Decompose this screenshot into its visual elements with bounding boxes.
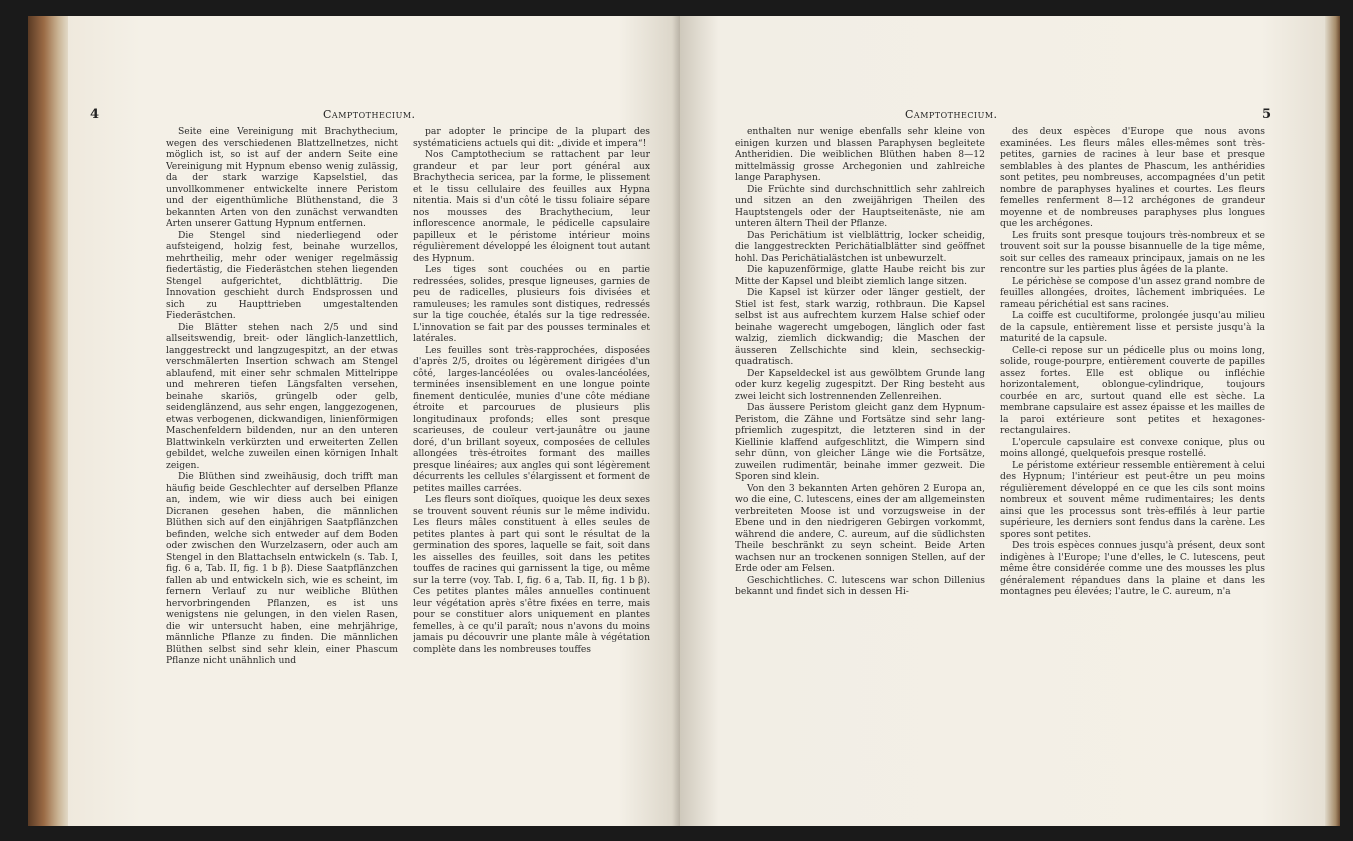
left-page — [68, 16, 680, 826]
right-column-german — [735, 126, 985, 804]
paragraph: Die Stengel sind niederliegend oder aufsteigend, holzig fest, beinahe wurzellos, mehrtheilig, mehr oder weniger regelmässig fiedertästig, die Fiederästchen stehen liegenden Stengel aufgerichtet, dichtblättrig. Die Innovation geschieht durch Endsprossen und sich zu Haupttrieben umgestaltenden Fiederästchen. — [166, 229, 398, 321]
paragraph: Le périchèse se compose d'un assez grand nombre de feuilles allongées, droites, lâchement imbriquées. Le rameau périchétial est sans racines. — [1000, 275, 1265, 310]
paragraph: Les fleurs sont dioïques, quoique les deux sexes se trouvent souvent réunis sur le même individu. Les fleurs mâles constituent à elles seules de petites plantes à part qui sont le résultat de la germination des spores, laquelle se fait, soit dans les aisselles des feuilles, soit dans les petites touffes de racines qui garnissent la tige, ou même sur la terre (voy. Tab. I, fig. 6 a, Tab. II, fig. 1 b β). Ces petites plantes mâles annuelles continuent leur végétation après s'être fixées en terre, mais pour se constituer alors uniquement en plantes femelles, à ce qu'il paraît; nous n'avons du moins jamais pu découvrir une plante mâle à végétation complète dans les nombreuses touffes — [413, 494, 650, 655]
running-head-right: Camptothecium. — [905, 108, 998, 121]
paragraph: Die Blüthen sind zweihäusig, doch trifft man häufig beide Geschlechter auf derselben Pflanze an, indem, wie wir diess auch bei einigen Dicranen gesehen haben, die männlichen Blüthen sich auf den einjährigen Saatpflänzchen befinden, welche sich entweder auf dem Boden oder zwischen den Wurzelzasern, oder auch am Stengel in den Blattachseln entwickeln (s. Tab. I, fig. 6 a, Tab. II, fig. 1 b β). Diese Saatpflänzchen fallen ab und entwickeln sich, wie es scheint, im fernern Verlauf zu nur weibliche Blüthen hervorbringenden Pflanzen, es ist uns wenigstens nie gelungen, in den vielen Rasen, die wir untersucht haben, eine mehrjährige, männliche Pflanze zu finden. Die männlichen Blüthen selbst sind sehr klein, einer Phascum Pflanze nicht unähnlich und — [166, 471, 398, 666]
paragraph: Les fruits sont presque toujours très-nombreux et se trouvent soit sur la pousse bisannuelle de la tige même, soit sur celles des rameaux principaux, jamais on ne les rencontre sur les parties plus âgées de la plante. — [1000, 229, 1265, 275]
paragraph: Les tiges sont couchées ou en partie redressées, solides, presque ligneuses, garnies de peu de radicelles, plusieurs fois divisées et ramuleuses; les ramules sont distiques, redressés sur la tige couchée, étalés sur la tige redressée. L'innovation se fait par des pousses terminales et latérales. — [413, 264, 650, 344]
paragraph: enthalten nur wenige ebenfalls sehr kleine von einigen kurzen und blassen Paraphysen begleitete Antheridien. Die weiblichen Blüthen haben 8—12 mittelmässig grosse Archegonien und zahlreiche lange Paraphysen. — [735, 126, 985, 183]
paragraph: Geschichtliches. C. lutescens war schon Dillenius bekannt und findet sich in dessen Hi- — [735, 574, 985, 597]
paragraph: des deux espèces d'Europe que nous avons examinées. Les fleurs mâles elles-mêmes sont très-petites, garnies de racines à leur base et presque semblables à des plantes de Phascum, les anthéridies sont petites, peu nombreuses, accompagnées d'un petit nombre de paraphyses hyalines et courtes. Les fleurs femelles renferment 8—12 archégones de grandeur moyenne et de nombreuses paraphyses plus longues que les archégones. — [1000, 126, 1265, 229]
paragraph: Das äussere Peristom gleicht ganz dem Hypnum-Peristom, die Zähne und Fortsätze sind sehr lang-pfriemlich zugespitzt, die letzteren sind in der Kiellinie klaffend aufgeschlitzt, die Wimpern sind sehr dünn, von gleicher Länge wie die Fortsätze, zuweilen rudimentär, beinahe immer gezweit. Die Sporen sind klein. — [735, 402, 985, 482]
paragraph: Nos Camptothecium se rattachent par leur grandeur et par leur port général aux Brachythecia sericea, par la forme, le plissement et le tissu cellulaire des feuilles aux Hypna nitentia. Mais si d'un côté le tissu foliaire sépare nos mousses des Brachythecium, leur inflorescence anormale, le pédicelle capsulaire papilleux et le péristome intérieur moins régulièrement développé les éloignent tout autant des Hypnum. — [413, 149, 650, 264]
paragraph: par adopter le principe de la plupart des systématiciens actuels qui dit: „divide et impera“! — [413, 126, 650, 149]
paragraph: La coiffe est cucultiforme, prolongée jusqu'au milieu de la capsule, entièrement lisse et persiste jusqu'à la maturité de la capsule. — [1000, 310, 1265, 344]
paragraph: Das Perichätium ist vielblättrig, locker scheidig, die langgestreckten Perichätialblätter sind geöffnet hohl. Das Perichätialästchen ist unbewurzelt. — [735, 229, 985, 264]
paragraph: Von den 3 bekannten Arten gehören 2 Europa an, wo die eine, C. lutescens, eines der am allgemeinsten verbreiteten Moose ist und vorzugsweise in der Ebene und in den niedrigeren Gebirgen vorkommt, während die andere, C. aureum, auf die südlichsten Theile beschränkt zu seyn scheint. Beide Arten wachsen nur an trockenen sonnigen Stellen, auf der Erde oder am Felsen. — [735, 482, 985, 574]
paragraph: Die kapuzenförmige, glatte Haube reicht bis zur Mitte der Kapsel und bleibt ziemlich lange sitzen. — [735, 264, 985, 287]
paragraph: Die Kapsel ist kürzer oder länger gestielt, der Stiel ist fest, stark warzig, rothbraun. Die Kapsel selbst ist aus aufrechtem kurzem Halse schief oder beinahe wagerecht umgebogen, länglich oder fast walzig, ziemlich dickwandig; die Maschen der äusseren Zellschichte sind klein, sechseckig-quadratisch. — [735, 287, 985, 367]
page-number-right: 5 — [1262, 107, 1272, 122]
left-page-edges — [28, 16, 68, 826]
paragraph: L'opercule capsulaire est convexe conique, plus ou moins allongé, quelquefois presque rostellé. — [1000, 436, 1265, 459]
right-page — [680, 16, 1325, 826]
paragraph: Die Blätter stehen nach 2/5 und sind allseitswendig, breit- oder länglich-lanzettlich, langgestreckt und langzugespitzt, an der etwas verschmälerten Insertion schwach am Stengel ablaufend, mit einer sehr schmalen Mittelrippe und mehreren tiefen Längsfalten versehen, beinahe skariös, grüngelb oder gelb, seidenglänzend, aus sehr engen, langgezogenen, etwas verbogenen, dickwandigen, linienförmigen Maschenfeldern bildenden, nur an den unteren Blattwinkeln verkürzten und erweiterten Zellen gebildet, welche zuweilen einen körnigen Inhalt zeigen. — [166, 321, 398, 471]
open-book — [28, 16, 1340, 826]
right-page-edges — [1325, 16, 1340, 826]
paragraph: Les feuilles sont très-rapprochées, disposées d'après 2/5, droites ou légèrement dirigées d'un côté, larges-lancéolées ou ovales-lancéolées, terminées insensiblement en une longue pointe finement denticulée, munies d'une côte médiane étroite et parcourues de plusieurs plis longitudinaux profonds; elles sont presque scarieuses, de couleur vert-jaunâtre ou jaune doré, d'un brillant soyeux, composées de cellules allongées très-étroites formant des mailles presque linéaires; aux angles qui sont légèrement décurrents les cellules s'élargissent et forment de petites mailles carrées. — [413, 344, 650, 494]
left-column-french — [413, 126, 650, 804]
paragraph: Die Früchte sind durchschnittlich sehr zahlreich und sitzen an den zweijährigen Theilen des Hauptstengels oder der Hauptseitenäste, nie am unteren ältern Theil der Pflanze. — [735, 183, 985, 229]
paragraph: Des trois espèces connues jusqu'à présent, deux sont indigènes à l'Europe; l'une d'elles, le C. lutescens, peut même être considérée comme une des mousses les plus généralement répandues dans la plaine et dans les montagnes peu élevées; l'autre, le C. aureum, n'a — [1000, 540, 1265, 597]
right-column-french — [1000, 126, 1265, 804]
paragraph: Der Kapseldeckel ist aus gewölbtem Grunde lang oder kurz kegelig zugespitzt. Der Ring besteht aus zwei leicht sich lostrennenden Zellenreihen. — [735, 367, 985, 402]
page-number-left: 4 — [90, 107, 100, 122]
left-column-german — [166, 126, 398, 804]
running-head-left: Camptothecium. — [323, 108, 416, 121]
paragraph: Le péristome extérieur ressemble entièrement à celui des Hypnum; l'intérieur est peut-être un peu moins régulièrement développé en ce que les cils sont moins nombreux et souvent même rudimentaires; les dents ainsi que les processus sont très-effilés à leur partie supérieure, les derniers sont fendus dans la carène. Les spores sont petites. — [1000, 459, 1265, 540]
paragraph: Celle-ci repose sur un pédicelle plus ou moins long, solide, rouge-pourpre, entièrement couverte de papilles assez fortes. Elle est oblique ou infléchie horizontalement, oblongue-cylindrique, toujours courbée en arc, surtout quand elle est sèche. La membrane capsulaire est assez épaisse et les mailles de la paroi extérieure sont petites et hexagones-rectangulaires. — [1000, 344, 1265, 436]
paragraph: Seite eine Vereinigung mit Brachythecium, wegen des verschiedenen Blattzellnetzes, nicht möglich ist, so ist auf der andern Seite eine Vereinigung mit Hypnum ebenso wenig zulässig, da der stark warzige Kapselstiel, das unvollkommener entwickelte innere Peristom und der eigenthümliche Blüthenstand, die 3 bekannten Arten von den zunächst verwandten Arten unserer Gattung Hypnum entfernen. — [166, 126, 398, 229]
